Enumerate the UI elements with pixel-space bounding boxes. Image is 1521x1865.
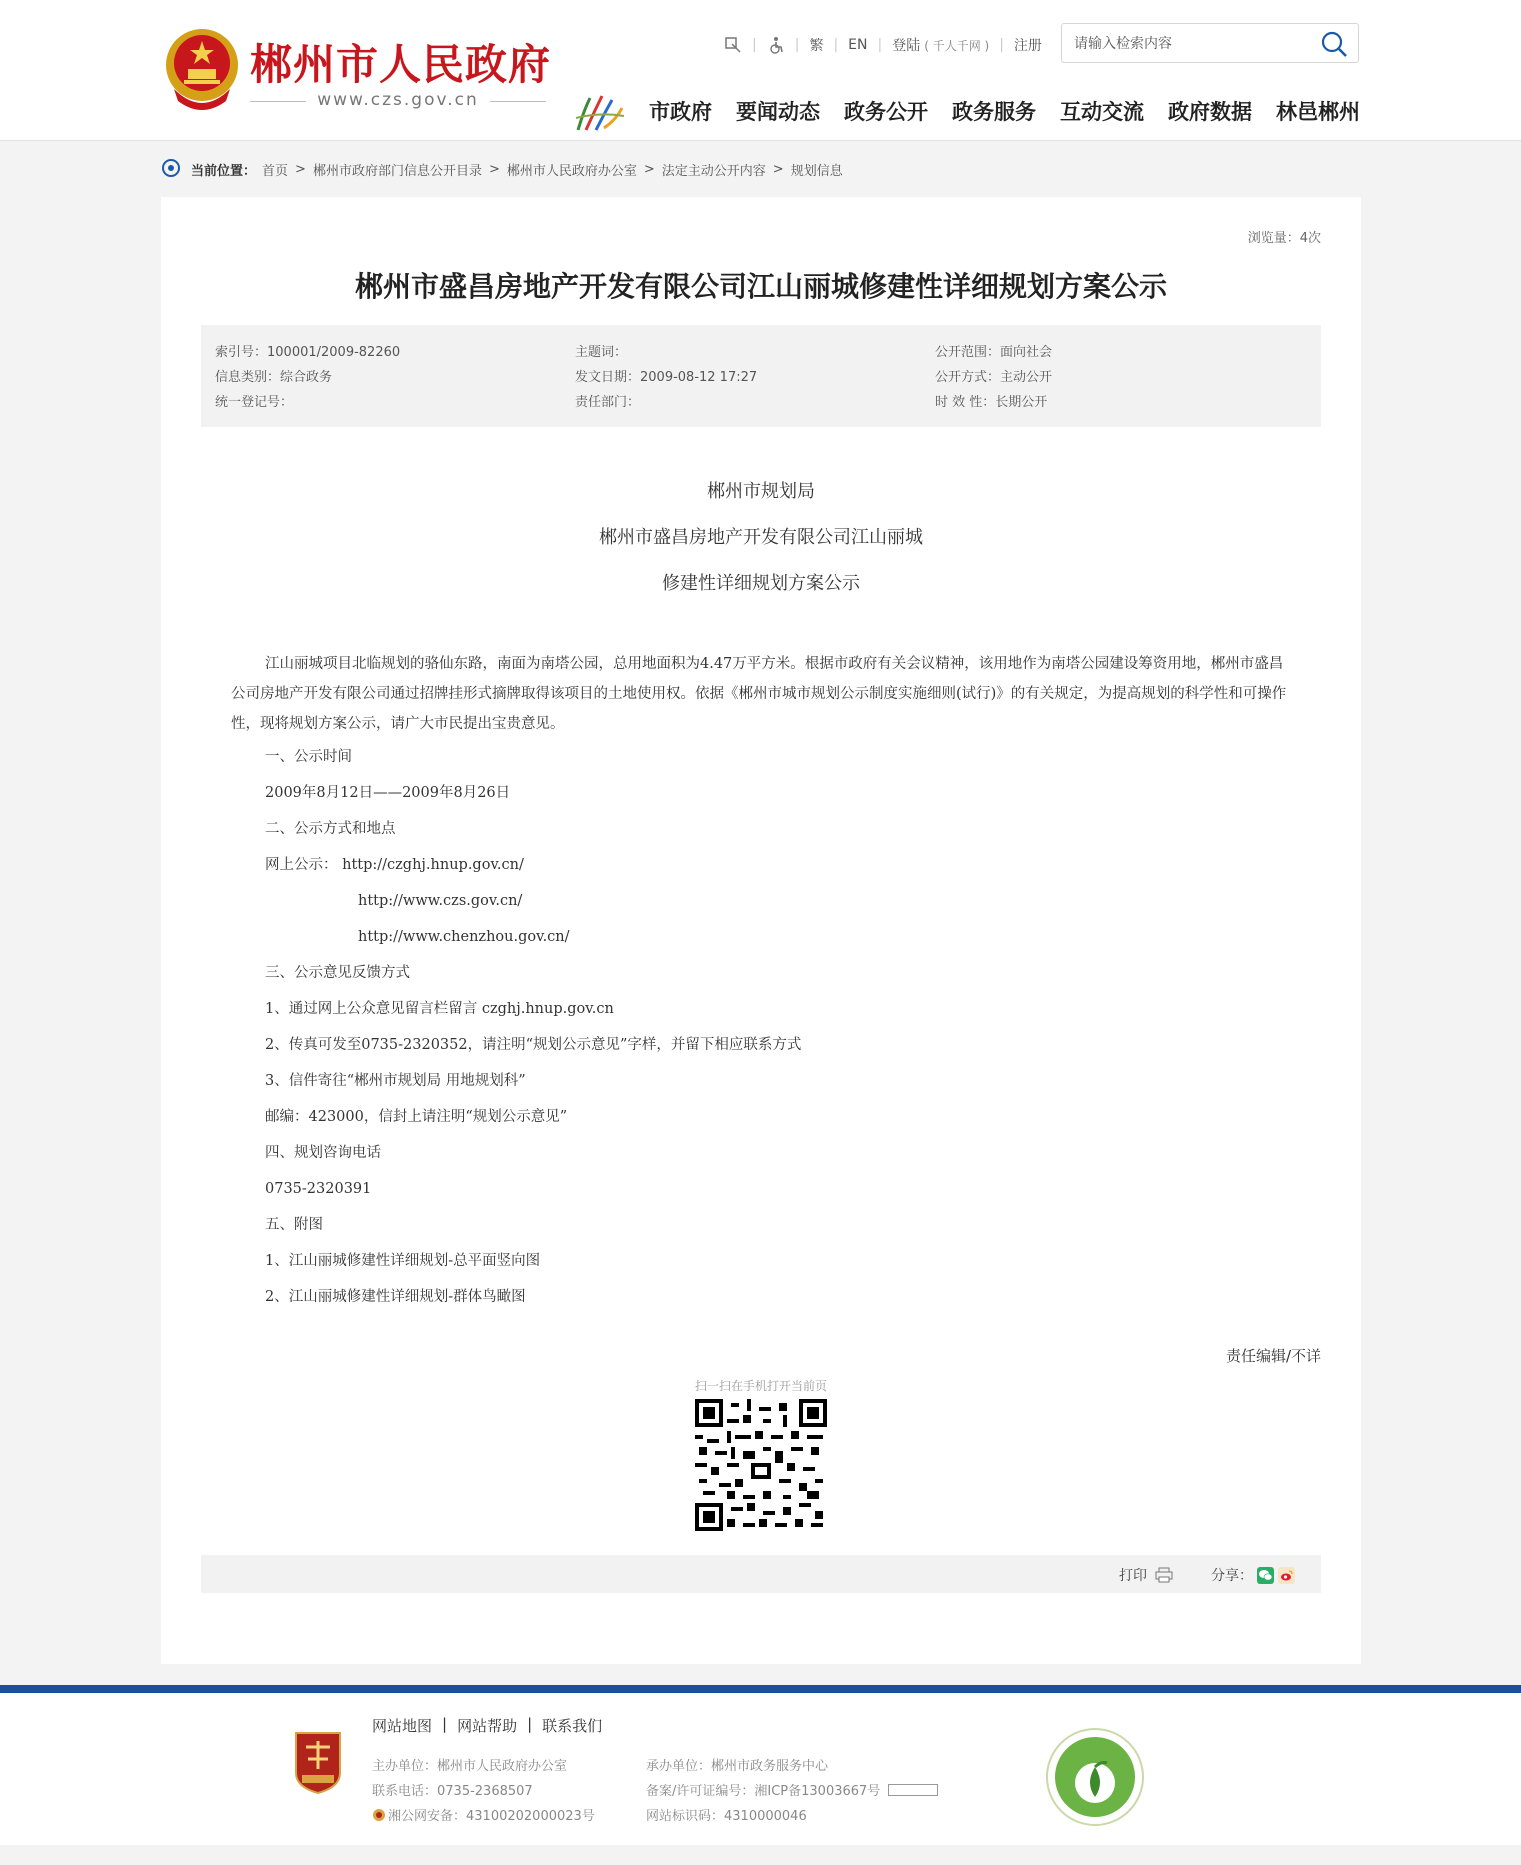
accessibility-mode-icon[interactable] bbox=[724, 36, 742, 54]
search-input[interactable] bbox=[1072, 32, 1306, 56]
nav-item-gov-data[interactable]: 政府数据 bbox=[1168, 100, 1252, 124]
meta-category: 信息类别：综合政务 bbox=[215, 370, 333, 385]
footer-divider bbox=[0, 1685, 1521, 1693]
url-line: http://www.czs.gov.cn/ bbox=[358, 893, 523, 909]
breadcrumb-planning[interactable]: 规划信息 bbox=[790, 163, 843, 179]
nav-item-news[interactable]: 要闻动态 bbox=[736, 100, 820, 124]
national-emblem-icon bbox=[164, 27, 240, 111]
intro-paragraph: 江山丽城项目北临规划的骆仙东路，南面为南塔公园，总用地面积为4.47万平方米。根据市政府有关会议精神，该用地作为南塔公园建设筹资用地，郴州市盛昌公司房地产开发有限公司通过招牌挂形式摘牌取得该项目的土地使用权。依据《郴州市城市规划公示制度实施细则(试行)》的有关规定，为提高规划的科学性和可操作性，现将规划方案公示，请广大市民提出宝贵意见。 bbox=[231, 656, 1287, 732]
body-line: 三、公示意见反馈方式 bbox=[265, 965, 410, 981]
footer-undertake: 承办单位：郴州市政务服务中心 bbox=[646, 1759, 829, 1774]
party-agency-badge-icon bbox=[290, 1729, 346, 1795]
search-icon[interactable] bbox=[1320, 30, 1348, 58]
site-title[interactable]: 郴州市人民政府 bbox=[250, 40, 552, 89]
print-button[interactable] bbox=[1119, 1565, 1173, 1585]
qr-code bbox=[695, 1399, 827, 1531]
share-bar bbox=[201, 1555, 1321, 1593]
weibo-icon[interactable] bbox=[1278, 1567, 1295, 1584]
civilized-website-badge[interactable] bbox=[1045, 1727, 1145, 1827]
nav-item-gov-services[interactable]: 政务服务 bbox=[952, 100, 1036, 124]
footer-link-help[interactable]: 网站帮助 bbox=[457, 1717, 518, 1735]
article-title: 郴州市盛昌房地产开发有限公司江山丽城修建性详细规划方案公示 bbox=[354, 270, 1167, 303]
login-note: ( 千人千网 ) bbox=[924, 38, 990, 53]
responsible-editor: 责任编辑/不详 bbox=[1225, 1347, 1321, 1365]
utility-bar: | | 繁 | EN | 登陆 ( 千人千网 ) | 注册 bbox=[724, 35, 1042, 55]
heading-line: 修建性详细规划方案公示 bbox=[662, 573, 860, 594]
article-body bbox=[231, 649, 1291, 1315]
wechat-icon[interactable] bbox=[1257, 1567, 1274, 1584]
meta-subject: 主题词： bbox=[575, 345, 628, 360]
share-group bbox=[1211, 1565, 1295, 1585]
footer-phone: 联系电话：0735-2368507 bbox=[372, 1784, 533, 1799]
login-link[interactable]: 登陆 bbox=[892, 38, 921, 54]
footer-icp[interactable]: 备案/许可证编号：湘ICP备13003667号 bbox=[646, 1784, 881, 1799]
body-line: 一、公示时间 bbox=[265, 749, 352, 765]
main-nav bbox=[649, 96, 1360, 126]
article-content bbox=[231, 469, 1291, 1315]
meta-method: 公开方式：主动公开 bbox=[935, 370, 1053, 385]
footer-police[interactable]: 湘公网安备：43100202000023号 bbox=[388, 1809, 595, 1824]
civilized-website-badge-icon bbox=[1045, 1727, 1145, 1827]
body-line: 四、规划咨询电话 bbox=[265, 1145, 381, 1161]
article-panel bbox=[161, 197, 1361, 1664]
footer-host: 主办单位：郴州市人民政府办公室 bbox=[372, 1759, 568, 1774]
english-link[interactable]: EN bbox=[848, 37, 868, 53]
breadcrumb-office[interactable]: 郴州市人民政府办公室 bbox=[506, 163, 637, 179]
printer-icon bbox=[1155, 1567, 1173, 1583]
footer-link-sitemap[interactable]: 网站地图 bbox=[372, 1717, 433, 1735]
heading-line: 郴州市规划局 bbox=[707, 481, 815, 502]
print-label: 打印 bbox=[1119, 1568, 1147, 1584]
body-line: 1、江山丽城修建性详细规划-总平面竖向图 bbox=[265, 1253, 541, 1269]
search-box bbox=[1061, 23, 1359, 63]
location-pin-icon bbox=[161, 158, 181, 180]
wheelchair-icon[interactable] bbox=[767, 36, 785, 54]
url-line: http://www.chenzhou.gov.cn/ bbox=[358, 929, 570, 945]
body-line: 二、公示方式和地点 bbox=[265, 821, 396, 837]
icp-badge-icon bbox=[888, 1784, 938, 1796]
meta-date: 发文日期：2009-08-12 17:27 bbox=[575, 370, 758, 385]
nav-item-gov-disclosure[interactable]: 政务公开 bbox=[844, 100, 928, 124]
breadcrumb-home[interactable]: 首页 bbox=[262, 163, 289, 179]
nav-item-interaction[interactable]: 互动交流 bbox=[1060, 100, 1144, 124]
breadcrumb-lead: 当前位置： bbox=[191, 163, 257, 179]
body-line: 五、附图 bbox=[265, 1217, 323, 1233]
site-url: www.czs.gov.cn bbox=[250, 90, 546, 110]
body-line: 网上公示： http://czghj.hnup.gov.cn/ bbox=[265, 857, 524, 873]
meta-validity: 时 效 性：长期公开 bbox=[935, 395, 1048, 410]
register-link[interactable]: 注册 bbox=[1013, 38, 1042, 54]
body-line: 2、江山丽城修建性详细规划-群体鸟瞰图 bbox=[265, 1289, 526, 1305]
article-meta bbox=[201, 325, 1321, 427]
traditional-chinese-link[interactable]: 繁 bbox=[809, 38, 824, 54]
share-label: 分享： bbox=[1211, 1568, 1253, 1584]
chenzhou-brand-icon bbox=[574, 90, 626, 134]
party-agency-badge[interactable] bbox=[290, 1729, 346, 1795]
footer-police-row bbox=[372, 1805, 595, 1824]
breadcrumb: 当前位置： 首页 > 郴州市政府部门信息公开目录 > 郴州市人民政府办公室 > 法定主动公开内容 > 规划信息 bbox=[161, 158, 843, 180]
view-count: 浏览量：4次 bbox=[1247, 231, 1321, 246]
breadcrumb-directory[interactable]: 郴州市政府部门信息公开目录 bbox=[312, 163, 482, 179]
footer-links: 网站地图 | 网站帮助 | 联系我们 bbox=[372, 1715, 603, 1735]
footer-icp-row bbox=[646, 1780, 938, 1799]
body-line: 1、通过网上公众意见留言栏留言 czghj.hnup.gov.cn bbox=[265, 1001, 614, 1017]
meta-scope: 公开范围：面向社会 bbox=[935, 345, 1053, 360]
body-line: 2009年8月12日——2009年8月26日 bbox=[265, 785, 511, 801]
meta-index-no: 索引号：100001/2009-82260 bbox=[215, 345, 401, 360]
footer-site-id: 网站标识码：4310000046 bbox=[646, 1809, 807, 1824]
heading-line: 郴州市盛昌房地产开发有限公司江山丽城 bbox=[599, 527, 923, 548]
body-line: 邮编：423000，信封上请注明“规划公示意见” bbox=[265, 1109, 568, 1125]
qr-label: 扫一扫在手机打开当前页 bbox=[694, 1379, 827, 1393]
breadcrumb-statutory[interactable]: 法定主动公开内容 bbox=[661, 163, 766, 179]
nav-item-city-government[interactable]: 市政府 bbox=[649, 100, 712, 124]
site-footer bbox=[0, 1693, 1521, 1845]
body-line: 2、传真可发至0735-2320352，请注明“规划公示意见”字样，并留下相应联系方式 bbox=[265, 1037, 802, 1053]
nav-item-linyi-chenzhou[interactable]: 林邑郴州 bbox=[1276, 100, 1360, 124]
body-line: 3、信件寄往“郴州市规划局 用地规划科” bbox=[265, 1073, 526, 1089]
meta-reg-no: 统一登记号： bbox=[215, 395, 294, 410]
police-badge-icon bbox=[372, 1808, 386, 1822]
footer-link-contact[interactable]: 联系我们 bbox=[542, 1717, 603, 1735]
body-line: 0735-2320391 bbox=[265, 1181, 372, 1197]
meta-dept: 责任部门： bbox=[575, 395, 641, 410]
footer-bottom-strip bbox=[0, 1845, 1521, 1865]
site-header bbox=[0, 0, 1521, 141]
